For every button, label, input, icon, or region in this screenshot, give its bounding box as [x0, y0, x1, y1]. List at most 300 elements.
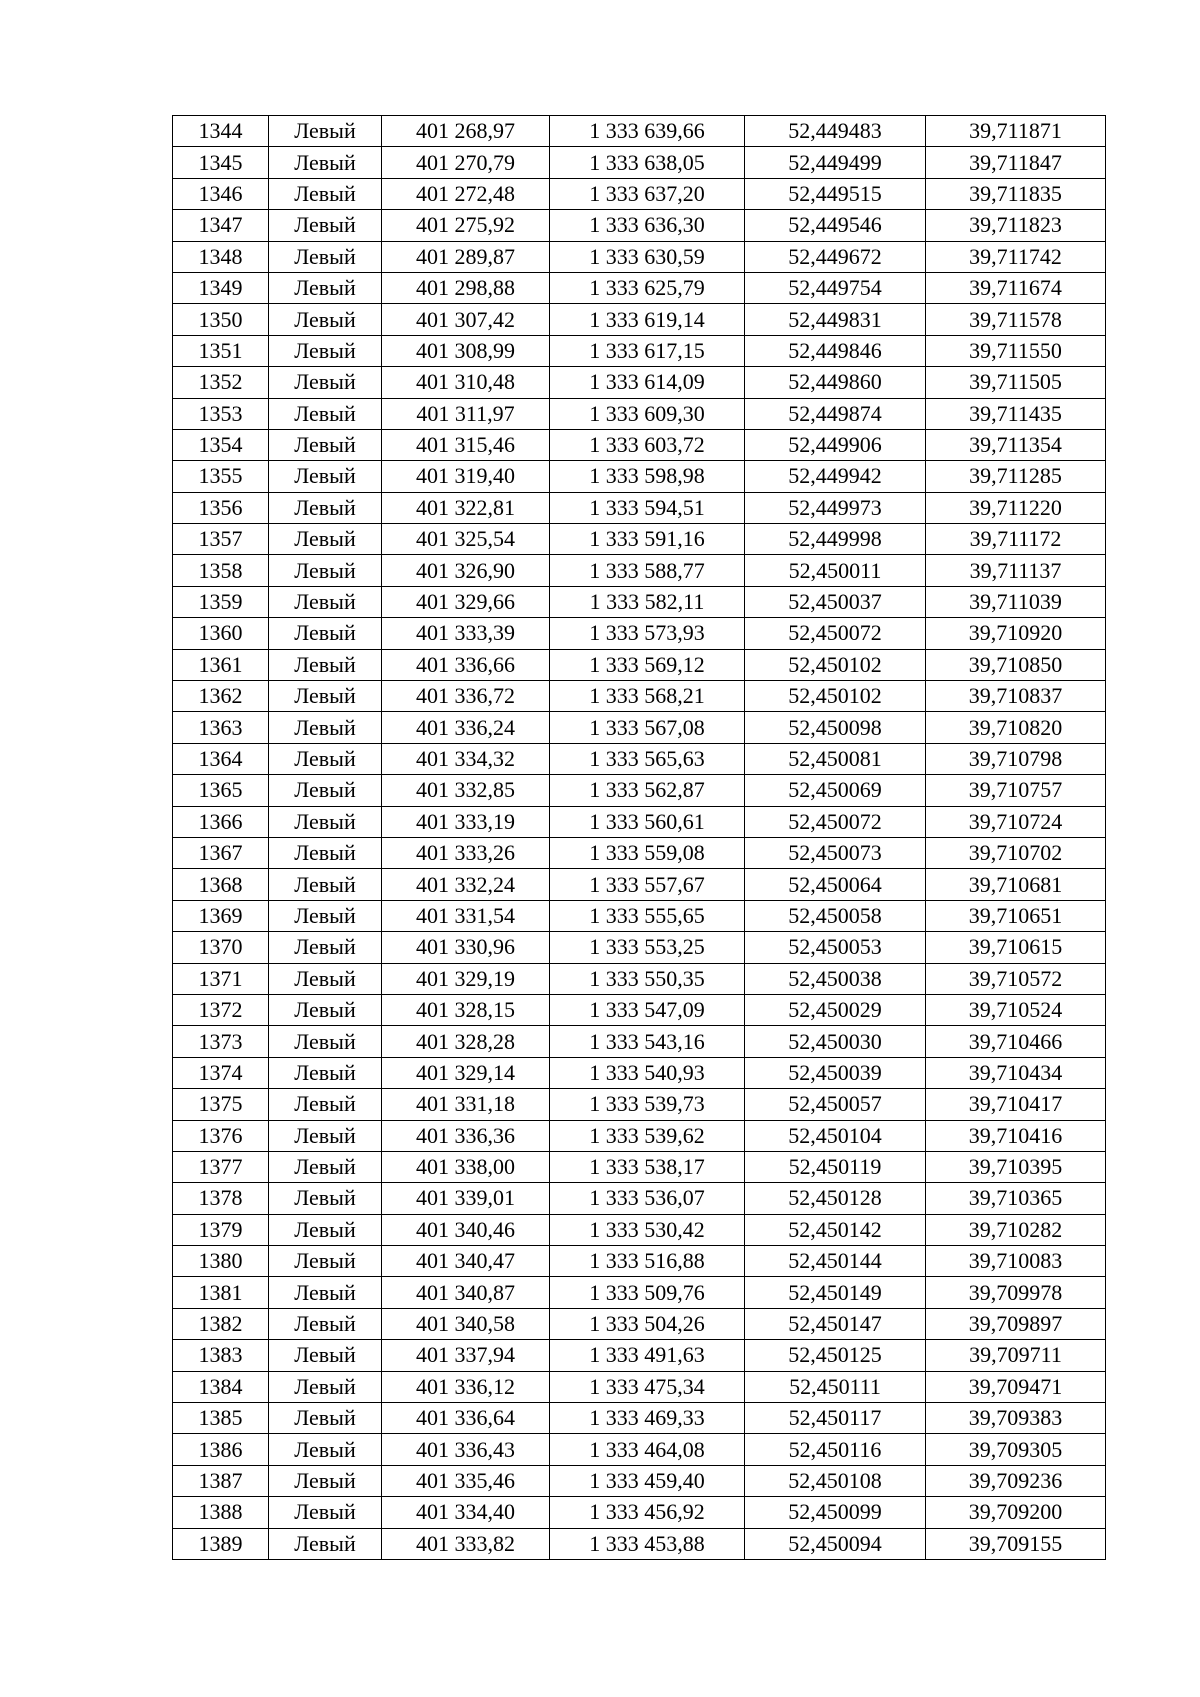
point-number-cell: 1364	[173, 743, 269, 774]
side-cell: Левый	[269, 1403, 382, 1434]
side-cell: Левый	[269, 429, 382, 460]
latitude-cell: 52,450039	[745, 1057, 926, 1088]
latitude-cell: 52,450073	[745, 837, 926, 868]
longitude-cell: 39,710615	[926, 932, 1106, 963]
latitude-cell: 52,450117	[745, 1403, 926, 1434]
point-number-cell: 1363	[173, 712, 269, 743]
side-cell: Левый	[269, 1246, 382, 1277]
x-coordinate-cell: 401 336,36	[382, 1120, 550, 1151]
latitude-cell: 52,449860	[745, 367, 926, 398]
latitude-cell: 52,449942	[745, 461, 926, 492]
longitude-cell: 39,710850	[926, 649, 1106, 680]
point-number-cell: 1345	[173, 147, 269, 178]
table-row	[173, 806, 1106, 837]
longitude-cell: 39,711435	[926, 398, 1106, 429]
longitude-cell: 39,711172	[926, 524, 1106, 555]
point-number-cell: 1376	[173, 1120, 269, 1151]
latitude-cell: 52,450142	[745, 1214, 926, 1245]
y-coordinate-cell: 1 333 637,20	[550, 178, 745, 209]
longitude-cell: 39,711505	[926, 367, 1106, 398]
table-row	[173, 1403, 1106, 1434]
y-coordinate-cell: 1 333 573,93	[550, 618, 745, 649]
table-row	[173, 1057, 1106, 1088]
y-coordinate-cell: 1 333 603,72	[550, 429, 745, 460]
longitude-cell: 39,709155	[926, 1528, 1106, 1559]
latitude-cell: 52,450081	[745, 743, 926, 774]
side-cell: Левый	[269, 775, 382, 806]
x-coordinate-cell: 401 336,12	[382, 1371, 550, 1402]
x-coordinate-cell: 401 329,19	[382, 963, 550, 994]
latitude-cell: 52,449846	[745, 335, 926, 366]
side-cell: Левый	[269, 461, 382, 492]
y-coordinate-cell: 1 333 539,73	[550, 1089, 745, 1120]
side-cell: Левый	[269, 524, 382, 555]
table-row	[173, 398, 1106, 429]
latitude-cell: 52,450099	[745, 1497, 926, 1528]
x-coordinate-cell: 401 272,48	[382, 178, 550, 209]
y-coordinate-cell: 1 333 560,61	[550, 806, 745, 837]
longitude-cell: 39,709305	[926, 1434, 1106, 1465]
latitude-cell: 52,449546	[745, 210, 926, 241]
point-number-cell: 1351	[173, 335, 269, 366]
side-cell: Левый	[269, 304, 382, 335]
longitude-cell: 39,710524	[926, 994, 1106, 1025]
side-cell: Левый	[269, 1183, 382, 1214]
x-coordinate-cell: 401 336,43	[382, 1434, 550, 1465]
longitude-cell: 39,709236	[926, 1465, 1106, 1496]
side-cell: Левый	[269, 241, 382, 272]
y-coordinate-cell: 1 333 516,88	[550, 1246, 745, 1277]
longitude-cell: 39,709471	[926, 1371, 1106, 1402]
y-coordinate-cell: 1 333 598,98	[550, 461, 745, 492]
y-coordinate-cell: 1 333 559,08	[550, 837, 745, 868]
point-number-cell: 1388	[173, 1497, 269, 1528]
side-cell: Левый	[269, 116, 382, 147]
table-row	[173, 1497, 1106, 1528]
table-row	[173, 272, 1106, 303]
table-row	[173, 1089, 1106, 1120]
table-row	[173, 869, 1106, 900]
point-number-cell: 1367	[173, 837, 269, 868]
table-row	[173, 241, 1106, 272]
longitude-cell: 39,710757	[926, 775, 1106, 806]
side-cell: Левый	[269, 178, 382, 209]
longitude-cell: 39,711220	[926, 492, 1106, 523]
table-row	[173, 1277, 1106, 1308]
latitude-cell: 52,450072	[745, 618, 926, 649]
y-coordinate-cell: 1 333 530,42	[550, 1214, 745, 1245]
point-number-cell: 1371	[173, 963, 269, 994]
y-coordinate-cell: 1 333 591,16	[550, 524, 745, 555]
x-coordinate-cell: 401 329,14	[382, 1057, 550, 1088]
latitude-cell: 52,450128	[745, 1183, 926, 1214]
side-cell: Левый	[269, 712, 382, 743]
side-cell: Левый	[269, 1277, 382, 1308]
table-row	[173, 775, 1106, 806]
y-coordinate-cell: 1 333 536,07	[550, 1183, 745, 1214]
table-row	[173, 1183, 1106, 1214]
longitude-cell: 39,711742	[926, 241, 1106, 272]
point-number-cell: 1352	[173, 367, 269, 398]
latitude-cell: 52,450147	[745, 1308, 926, 1339]
table-row	[173, 1465, 1106, 1496]
table-row	[173, 210, 1106, 241]
y-coordinate-cell: 1 333 540,93	[550, 1057, 745, 1088]
y-coordinate-cell: 1 333 619,14	[550, 304, 745, 335]
table-row	[173, 1434, 1106, 1465]
side-cell: Левый	[269, 649, 382, 680]
point-number-cell: 1370	[173, 932, 269, 963]
side-cell: Левый	[269, 806, 382, 837]
latitude-cell: 52,450111	[745, 1371, 926, 1402]
x-coordinate-cell: 401 336,24	[382, 712, 550, 743]
y-coordinate-cell: 1 333 567,08	[550, 712, 745, 743]
y-coordinate-cell: 1 333 555,65	[550, 900, 745, 931]
point-number-cell: 1353	[173, 398, 269, 429]
x-coordinate-cell: 401 331,18	[382, 1089, 550, 1120]
side-cell: Левый	[269, 367, 382, 398]
latitude-cell: 52,450072	[745, 806, 926, 837]
latitude-cell: 52,449998	[745, 524, 926, 555]
x-coordinate-cell: 401 328,15	[382, 994, 550, 1025]
table-row	[173, 116, 1106, 147]
point-number-cell: 1384	[173, 1371, 269, 1402]
longitude-cell: 39,711835	[926, 178, 1106, 209]
longitude-cell: 39,711354	[926, 429, 1106, 460]
y-coordinate-cell: 1 333 636,30	[550, 210, 745, 241]
y-coordinate-cell: 1 333 491,63	[550, 1340, 745, 1371]
side-cell: Левый	[269, 1057, 382, 1088]
table-row	[173, 900, 1106, 931]
table-row	[173, 1026, 1106, 1057]
table-row	[173, 1246, 1106, 1277]
point-number-cell: 1349	[173, 272, 269, 303]
side-cell: Левый	[269, 1465, 382, 1496]
longitude-cell: 39,710798	[926, 743, 1106, 774]
point-number-cell: 1387	[173, 1465, 269, 1496]
longitude-cell: 39,711847	[926, 147, 1106, 178]
point-number-cell: 1359	[173, 586, 269, 617]
x-coordinate-cell: 401 311,97	[382, 398, 550, 429]
x-coordinate-cell: 401 333,39	[382, 618, 550, 649]
x-coordinate-cell: 401 307,42	[382, 304, 550, 335]
side-cell: Левый	[269, 1528, 382, 1559]
latitude-cell: 52,449754	[745, 272, 926, 303]
latitude-cell: 52,449672	[745, 241, 926, 272]
x-coordinate-cell: 401 336,66	[382, 649, 550, 680]
side-cell: Левый	[269, 994, 382, 1025]
table-row	[173, 681, 1106, 712]
y-coordinate-cell: 1 333 456,92	[550, 1497, 745, 1528]
longitude-cell: 39,711578	[926, 304, 1106, 335]
longitude-cell: 39,711039	[926, 586, 1106, 617]
x-coordinate-cell: 401 335,46	[382, 1465, 550, 1496]
table-row	[173, 1528, 1106, 1559]
x-coordinate-cell: 401 329,66	[382, 586, 550, 617]
table-row	[173, 1371, 1106, 1402]
y-coordinate-cell: 1 333 557,67	[550, 869, 745, 900]
point-number-cell: 1357	[173, 524, 269, 555]
latitude-cell: 52,450125	[745, 1340, 926, 1371]
x-coordinate-cell: 401 332,24	[382, 869, 550, 900]
side-cell: Левый	[269, 900, 382, 931]
latitude-cell: 52,449831	[745, 304, 926, 335]
point-number-cell: 1377	[173, 1151, 269, 1182]
table-row	[173, 712, 1106, 743]
point-number-cell: 1373	[173, 1026, 269, 1057]
longitude-cell: 39,709897	[926, 1308, 1106, 1339]
y-coordinate-cell: 1 333 538,17	[550, 1151, 745, 1182]
y-coordinate-cell: 1 333 543,16	[550, 1026, 745, 1057]
y-coordinate-cell: 1 333 464,08	[550, 1434, 745, 1465]
table-row	[173, 743, 1106, 774]
longitude-cell: 39,711137	[926, 555, 1106, 586]
y-coordinate-cell: 1 333 609,30	[550, 398, 745, 429]
point-number-cell: 1382	[173, 1308, 269, 1339]
x-coordinate-cell: 401 336,64	[382, 1403, 550, 1434]
latitude-cell: 52,450104	[745, 1120, 926, 1151]
latitude-cell: 52,449906	[745, 429, 926, 460]
longitude-cell: 39,710417	[926, 1089, 1106, 1120]
x-coordinate-cell: 401 333,26	[382, 837, 550, 868]
point-number-cell: 1350	[173, 304, 269, 335]
y-coordinate-cell: 1 333 553,25	[550, 932, 745, 963]
y-coordinate-cell: 1 333 475,34	[550, 1371, 745, 1402]
side-cell: Левый	[269, 147, 382, 178]
point-number-cell: 1379	[173, 1214, 269, 1245]
longitude-cell: 39,710365	[926, 1183, 1106, 1214]
y-coordinate-cell: 1 333 509,76	[550, 1277, 745, 1308]
point-number-cell: 1389	[173, 1528, 269, 1559]
x-coordinate-cell: 401 340,46	[382, 1214, 550, 1245]
x-coordinate-cell: 401 308,99	[382, 335, 550, 366]
latitude-cell: 52,450038	[745, 963, 926, 994]
point-number-cell: 1368	[173, 869, 269, 900]
y-coordinate-cell: 1 333 547,09	[550, 994, 745, 1025]
coordinates-table	[172, 115, 1106, 1560]
latitude-cell: 52,449515	[745, 178, 926, 209]
table-row	[173, 335, 1106, 366]
x-coordinate-cell: 401 337,94	[382, 1340, 550, 1371]
y-coordinate-cell: 1 333 453,88	[550, 1528, 745, 1559]
x-coordinate-cell: 401 338,00	[382, 1151, 550, 1182]
point-number-cell: 1360	[173, 618, 269, 649]
x-coordinate-cell: 401 340,58	[382, 1308, 550, 1339]
latitude-cell: 52,449483	[745, 116, 926, 147]
y-coordinate-cell: 1 333 614,09	[550, 367, 745, 398]
longitude-cell: 39,710416	[926, 1120, 1106, 1151]
point-number-cell: 1380	[173, 1246, 269, 1277]
longitude-cell: 39,710920	[926, 618, 1106, 649]
side-cell: Левый	[269, 398, 382, 429]
side-cell: Левый	[269, 555, 382, 586]
point-number-cell: 1381	[173, 1277, 269, 1308]
point-number-cell: 1375	[173, 1089, 269, 1120]
latitude-cell: 52,449499	[745, 147, 926, 178]
side-cell: Левый	[269, 869, 382, 900]
longitude-cell: 39,710395	[926, 1151, 1106, 1182]
point-number-cell: 1356	[173, 492, 269, 523]
side-cell: Левый	[269, 743, 382, 774]
longitude-cell: 39,709383	[926, 1403, 1106, 1434]
side-cell: Левый	[269, 1497, 382, 1528]
side-cell: Левый	[269, 1120, 382, 1151]
latitude-cell: 52,449973	[745, 492, 926, 523]
point-number-cell: 1386	[173, 1434, 269, 1465]
x-coordinate-cell: 401 315,46	[382, 429, 550, 460]
latitude-cell: 52,450116	[745, 1434, 926, 1465]
x-coordinate-cell: 401 326,90	[382, 555, 550, 586]
table-row	[173, 994, 1106, 1025]
side-cell: Левый	[269, 1434, 382, 1465]
side-cell: Левый	[269, 1089, 382, 1120]
y-coordinate-cell: 1 333 594,51	[550, 492, 745, 523]
side-cell: Левый	[269, 681, 382, 712]
y-coordinate-cell: 1 333 588,77	[550, 555, 745, 586]
side-cell: Левый	[269, 210, 382, 241]
point-number-cell: 1385	[173, 1403, 269, 1434]
table-row	[173, 524, 1106, 555]
x-coordinate-cell: 401 332,85	[382, 775, 550, 806]
table-row	[173, 461, 1106, 492]
table-row	[173, 586, 1106, 617]
latitude-cell: 52,450094	[745, 1528, 926, 1559]
longitude-cell: 39,710702	[926, 837, 1106, 868]
side-cell: Левый	[269, 335, 382, 366]
point-number-cell: 1358	[173, 555, 269, 586]
side-cell: Левый	[269, 1151, 382, 1182]
latitude-cell: 52,449874	[745, 398, 926, 429]
table-row	[173, 304, 1106, 335]
longitude-cell: 39,711674	[926, 272, 1106, 303]
longitude-cell: 39,710282	[926, 1214, 1106, 1245]
x-coordinate-cell: 401 270,79	[382, 147, 550, 178]
point-number-cell: 1374	[173, 1057, 269, 1088]
latitude-cell: 52,450029	[745, 994, 926, 1025]
y-coordinate-cell: 1 333 504,26	[550, 1308, 745, 1339]
x-coordinate-cell: 401 336,72	[382, 681, 550, 712]
y-coordinate-cell: 1 333 469,33	[550, 1403, 745, 1434]
table-row	[173, 1340, 1106, 1371]
y-coordinate-cell: 1 333 539,62	[550, 1120, 745, 1151]
x-coordinate-cell: 401 330,96	[382, 932, 550, 963]
side-cell: Левый	[269, 932, 382, 963]
x-coordinate-cell: 401 325,54	[382, 524, 550, 555]
x-coordinate-cell: 401 340,87	[382, 1277, 550, 1308]
latitude-cell: 52,450011	[745, 555, 926, 586]
latitude-cell: 52,450069	[745, 775, 926, 806]
y-coordinate-cell: 1 333 638,05	[550, 147, 745, 178]
table-row	[173, 1151, 1106, 1182]
point-number-cell: 1348	[173, 241, 269, 272]
point-number-cell: 1344	[173, 116, 269, 147]
x-coordinate-cell: 401 331,54	[382, 900, 550, 931]
y-coordinate-cell: 1 333 459,40	[550, 1465, 745, 1496]
table-row	[173, 555, 1106, 586]
latitude-cell: 52,450108	[745, 1465, 926, 1496]
longitude-cell: 39,710083	[926, 1246, 1106, 1277]
latitude-cell: 52,450053	[745, 932, 926, 963]
x-coordinate-cell: 401 319,40	[382, 461, 550, 492]
y-coordinate-cell: 1 333 565,63	[550, 743, 745, 774]
y-coordinate-cell: 1 333 582,11	[550, 586, 745, 617]
latitude-cell: 52,450058	[745, 900, 926, 931]
point-number-cell: 1366	[173, 806, 269, 837]
longitude-cell: 39,711871	[926, 116, 1106, 147]
table-row	[173, 837, 1106, 868]
point-number-cell: 1378	[173, 1183, 269, 1214]
latitude-cell: 52,450102	[745, 681, 926, 712]
point-number-cell: 1383	[173, 1340, 269, 1371]
x-coordinate-cell: 401 333,82	[382, 1528, 550, 1559]
point-number-cell: 1362	[173, 681, 269, 712]
latitude-cell: 52,450144	[745, 1246, 926, 1277]
longitude-cell: 39,710651	[926, 900, 1106, 931]
longitude-cell: 39,711823	[926, 210, 1106, 241]
y-coordinate-cell: 1 333 569,12	[550, 649, 745, 680]
table-row	[173, 492, 1106, 523]
table-row	[173, 147, 1106, 178]
point-number-cell: 1354	[173, 429, 269, 460]
latitude-cell: 52,450119	[745, 1151, 926, 1182]
longitude-cell: 39,711285	[926, 461, 1106, 492]
side-cell: Левый	[269, 618, 382, 649]
longitude-cell: 39,710572	[926, 963, 1106, 994]
table-row	[173, 963, 1106, 994]
longitude-cell: 39,710681	[926, 869, 1106, 900]
x-coordinate-cell: 401 328,28	[382, 1026, 550, 1057]
latitude-cell: 52,450057	[745, 1089, 926, 1120]
point-number-cell: 1346	[173, 178, 269, 209]
x-coordinate-cell: 401 310,48	[382, 367, 550, 398]
x-coordinate-cell: 401 339,01	[382, 1183, 550, 1214]
side-cell: Левый	[269, 1308, 382, 1339]
longitude-cell: 39,710724	[926, 806, 1106, 837]
x-coordinate-cell: 401 334,32	[382, 743, 550, 774]
latitude-cell: 52,450064	[745, 869, 926, 900]
side-cell: Левый	[269, 586, 382, 617]
longitude-cell: 39,710820	[926, 712, 1106, 743]
longitude-cell: 39,711550	[926, 335, 1106, 366]
point-number-cell: 1365	[173, 775, 269, 806]
latitude-cell: 52,450149	[745, 1277, 926, 1308]
table-row	[173, 932, 1106, 963]
latitude-cell: 52,450030	[745, 1026, 926, 1057]
longitude-cell: 39,710837	[926, 681, 1106, 712]
y-coordinate-cell: 1 333 550,35	[550, 963, 745, 994]
longitude-cell: 39,709978	[926, 1277, 1106, 1308]
x-coordinate-cell: 401 333,19	[382, 806, 550, 837]
y-coordinate-cell: 1 333 617,15	[550, 335, 745, 366]
latitude-cell: 52,450037	[745, 586, 926, 617]
longitude-cell: 39,710466	[926, 1026, 1106, 1057]
latitude-cell: 52,450098	[745, 712, 926, 743]
table-row	[173, 429, 1106, 460]
y-coordinate-cell: 1 333 568,21	[550, 681, 745, 712]
side-cell: Левый	[269, 1371, 382, 1402]
side-cell: Левый	[269, 837, 382, 868]
x-coordinate-cell: 401 268,97	[382, 116, 550, 147]
table-row	[173, 1214, 1106, 1245]
table-row	[173, 1120, 1106, 1151]
x-coordinate-cell: 401 322,81	[382, 492, 550, 523]
x-coordinate-cell: 401 275,92	[382, 210, 550, 241]
table-row	[173, 178, 1106, 209]
x-coordinate-cell: 401 289,87	[382, 241, 550, 272]
table-row	[173, 649, 1106, 680]
x-coordinate-cell: 401 340,47	[382, 1246, 550, 1277]
point-number-cell: 1361	[173, 649, 269, 680]
